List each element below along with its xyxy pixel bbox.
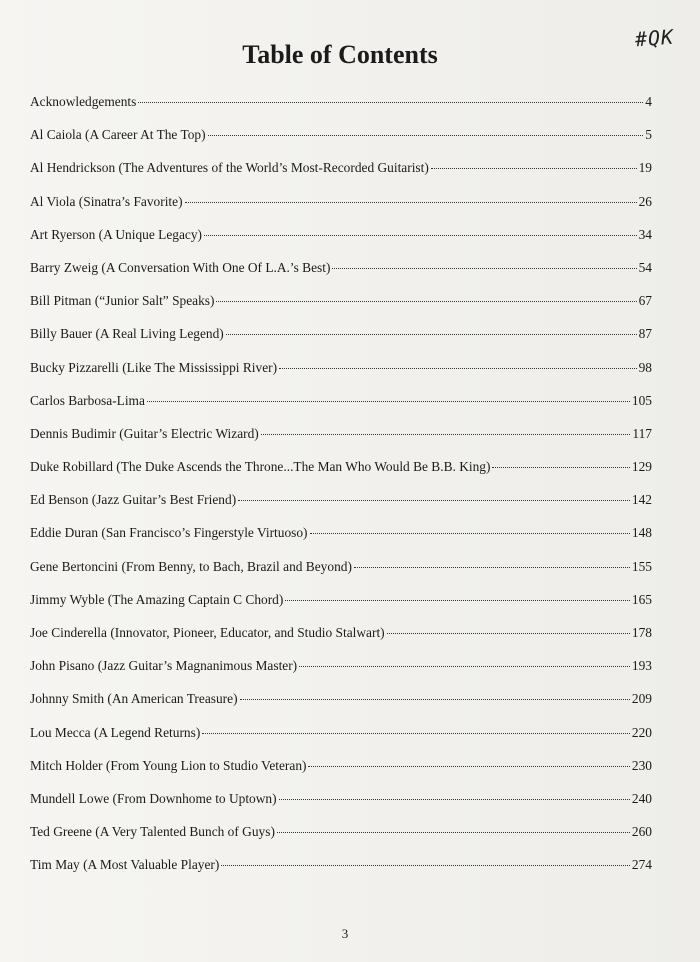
dot-leader: [279, 799, 630, 800]
toc-entry-title: John Pisano (Jazz Guitar’s Magnanimous Master): [30, 658, 298, 674]
toc-entry: [30, 326, 652, 359]
toc-entry-title: Al Hendrickson (The Adventures of the World’s Most-Recorded Guitarist): [30, 160, 429, 176]
toc-entry-title: Jimmy Wyble (The Amazing Captain C Chord): [30, 591, 284, 607]
dot-leader: [277, 832, 630, 833]
toc-entry-page: 5: [645, 127, 652, 143]
toc-entry: [30, 824, 652, 857]
dot-leader: [332, 268, 636, 269]
toc-entry: [30, 260, 652, 293]
toc-entry: [30, 426, 652, 459]
toc-entry-page: 26: [638, 193, 652, 209]
toc-entry: [30, 559, 652, 592]
dot-leader: [285, 600, 630, 601]
toc-entry: [30, 857, 652, 890]
dot-leader: [202, 733, 630, 734]
toc-entry-title: Dennis Budimir (Guitar’s Electric Wizard): [30, 425, 259, 441]
dot-leader: [240, 699, 630, 700]
dot-leader: [310, 533, 630, 534]
toc-list: [30, 94, 652, 891]
toc-entry-title: Lou Mecca (A Legend Returns): [30, 724, 201, 740]
dot-leader: [492, 467, 629, 468]
toc-entry-title: Tim May (A Most Valuable Player): [30, 857, 220, 873]
dot-leader: [354, 567, 630, 568]
toc-entry-title: Billy Bauer (A Real Living Legend): [30, 326, 224, 342]
dot-leader: [299, 666, 630, 667]
toc-entry-page: 54: [638, 259, 652, 275]
toc-entry-page: 220: [631, 724, 652, 740]
toc-entry-page: 178: [631, 625, 652, 640]
handwritten-annotation: #QK: [634, 24, 675, 52]
toc-entry-page: 4: [645, 94, 652, 109]
toc-entry-page: 67: [638, 293, 652, 309]
dot-leader: [279, 368, 637, 369]
dot-leader: [261, 434, 631, 435]
toc-entry-page: 98: [638, 359, 652, 375]
dot-leader: [185, 202, 637, 203]
toc-entry-page: 165: [631, 591, 652, 607]
toc-entry-page: 117: [632, 425, 652, 441]
toc-entry-page: 19: [638, 160, 652, 176]
toc-entry-title: Gene Bertoncini (From Benny, to Bach, Brazil and Beyond): [30, 558, 352, 574]
toc-entry: [30, 492, 652, 525]
dot-leader: [221, 865, 630, 866]
toc-entry: [30, 360, 652, 393]
toc-entry-title: Ed Benson (Jazz Guitar’s Best Friend): [30, 492, 237, 508]
toc-entry-page: 240: [631, 790, 652, 806]
toc-entry-title: Al Viola (Sinatra’s Favorite): [30, 193, 183, 209]
page-number: 3: [341, 926, 349, 941]
toc-entry: [30, 160, 652, 193]
toc-entry-title: Mundell Lowe (From Downhome to Uptown): [30, 790, 277, 806]
toc-entry-page: 193: [631, 658, 652, 674]
dot-leader: [238, 500, 630, 501]
toc-entry-title: Al Caiola (A Career At The Top): [30, 127, 206, 143]
toc-entry-page: 155: [631, 558, 652, 574]
toc-entry-page: 142: [631, 492, 652, 508]
toc-entry: [30, 791, 652, 824]
dot-leader: [204, 235, 637, 236]
toc-entry: [30, 525, 652, 558]
toc-entry-page: 87: [638, 326, 652, 342]
toc-entry-title: Duke Robillard (The Duke Ascends the Throne...The Man Who Would Be B.B. King): [30, 459, 491, 475]
toc-entry-page: 260: [631, 824, 652, 840]
dot-leader: [431, 168, 637, 169]
toc-entry: [30, 293, 652, 326]
toc-entry-title: Art Ryerson (A Unique Legacy): [30, 226, 203, 242]
toc-entry-title: Barry Zweig (A Conversation With One Of L.A.’s Best): [30, 259, 331, 275]
dot-leader: [308, 766, 629, 767]
toc-entry-page: 105: [631, 392, 652, 408]
toc-entry: [30, 227, 652, 260]
dot-leader: [147, 401, 630, 402]
toc-entry: [30, 625, 652, 658]
dot-leader: [387, 633, 630, 634]
dot-leader: [138, 102, 643, 103]
toc-entry-title: Bill Pitman (“Junior Salt” Speaks): [30, 293, 215, 309]
toc-entry-title: Johnny Smith (An American Treasure): [30, 691, 238, 707]
page-title: Table of Contents: [242, 40, 438, 69]
toc-entry-title: Carlos Barbosa-Lima: [30, 392, 145, 408]
toc-entry: [30, 658, 652, 691]
dot-leader: [216, 301, 636, 302]
toc-entry-page: 274: [631, 857, 652, 873]
toc-entry: [30, 393, 652, 426]
toc-entry: [30, 94, 652, 127]
toc-entry-page: 209: [631, 691, 652, 707]
toc-entry-title: Mitch Holder (From Young Lion to Studio Veteran): [30, 757, 307, 773]
toc-entry: [30, 127, 652, 160]
toc-entry: [30, 758, 652, 791]
toc-entry-page: 129: [631, 459, 652, 475]
dot-leader: [208, 135, 644, 136]
toc-entry: [30, 725, 652, 758]
toc-entry-title: Eddie Duran (San Francisco’s Fingerstyle Virtuoso): [30, 525, 308, 541]
toc-entry-page: 34: [638, 226, 652, 242]
toc-entry-title: Acknowledgements: [30, 94, 137, 109]
toc-entry-title: Joe Cinderella (Innovator, Pioneer, Educator, and Studio Stalwart): [30, 625, 385, 640]
toc-entry-title: Bucky Pizzarelli (Like The Mississippi River): [30, 359, 278, 375]
toc-entry: [30, 691, 652, 724]
dot-leader: [226, 334, 637, 335]
toc-entry: [30, 592, 652, 625]
toc-entry: [30, 459, 652, 492]
toc-entry-title: Ted Greene (A Very Talented Bunch of Guys): [30, 824, 275, 840]
toc-entry: [30, 194, 652, 227]
toc-entry-page: 148: [631, 525, 652, 541]
toc-entry-page: 230: [631, 757, 652, 773]
